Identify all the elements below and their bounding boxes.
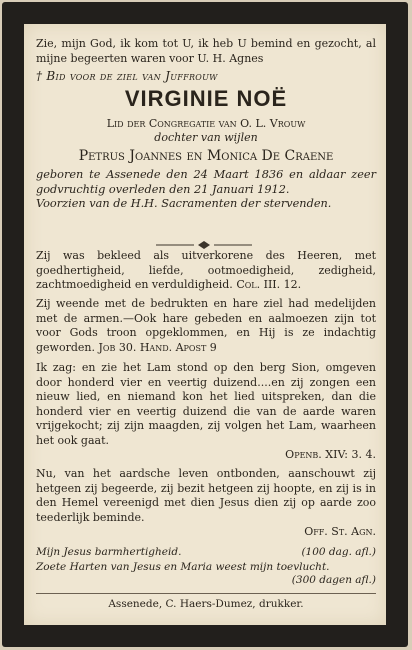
sacraments-line: Voorzien van de H.H. Sacramenten der stervenden. [36,197,332,210]
born-died-line: geboren te Assenede den 24 Maart 1836 en aldaar zeer godvruchtig overleden den 21 Januari 1912. [36,168,376,196]
indulgence-1 [36,546,376,558]
bid-line: † Bid voor de ziel van Juffrouw [36,69,218,83]
paragraph-lamb-ref: Openb. XIV: 3. 4. [285,448,376,461]
paragraph-charity-ref: Job 30. Hand. Apost 9 [98,340,217,354]
mourning-card [2,2,408,647]
paragraph-heaven-ref: Off. St. Agn. [304,525,376,538]
indulgence-2-days: (300 dagen afl.) [291,574,376,586]
parents-line: Petrus Joannes en Monica De Craene [78,148,334,164]
card-paper [24,24,386,625]
congregation-line: Lid der Congregatie van O. L. Vrouw [106,117,306,130]
paragraph-virtues-text: Zij was bekleed als uitverkorene des Heeren, met goedhertigheid, liefde, ootmoedigheid, zedigheid, zachtmoedigheid en verduldigheid. [36,249,376,291]
paragraph-heaven-text: Nu, van het aardsche leven ontbonden, aanschouwt zij hetgeen zij begeerde, zij bezit hetgeen zij hoopte, en zij is in den Hemel vereenigd met dien Jesus dien zij op aarde zoo teederlijk beminde. [36,467,376,524]
daughter-of-line: dochter van wijlen [154,131,258,144]
paragraph-charity-text: Zij weende met de bedrukten en hare ziel had medelijden met de armen.—Ook hare gebeden en aalmoezen zijn tot voor Gods troon opgeklommen, en Hij is ze indachtig geworden. [36,297,376,354]
paragraph-lamb [36,361,376,463]
indulgence-1-days: (100 dag. afl.) [301,546,376,558]
paragraph-charity [36,297,376,355]
paragraph-virtues-ref: Col. III. 12. [236,278,302,291]
prayer-line: Zie, mijn God, ik kom tot U, ik heb U bemind en gezocht, al mijne begeerten waren voor U. H. Agnes [36,37,376,65]
deceased-name: VIRGINIE NOË [124,86,288,111]
paragraph-virtues [36,249,376,293]
paragraph-heaven [36,467,376,540]
paragraph-lamb-text: Ik zag: en zie het Lam stond op den berg Sion, omgeven door honderd vier en veertig duizend....en zij zongen een nieuw lied, en niemand kon het lied uitspreken, dan die honderd vier en veertig duizend die van de aarde waren vrijgekocht; zij zijn maagden, zij volgen het Lam, waarheen het ook gaat. [36,361,376,447]
indulgence-2-text: Zoete Harten van Jesus en Maria weest mijn toevlucht. [36,561,330,573]
footer-rule [36,593,376,594]
indulgence-2 [36,561,376,587]
indulgence-1-text: Mijn Jesus barmhertigheid. [36,546,182,558]
printer-line: Assenede, C. Haers-Dumez, drukker. [108,598,304,610]
